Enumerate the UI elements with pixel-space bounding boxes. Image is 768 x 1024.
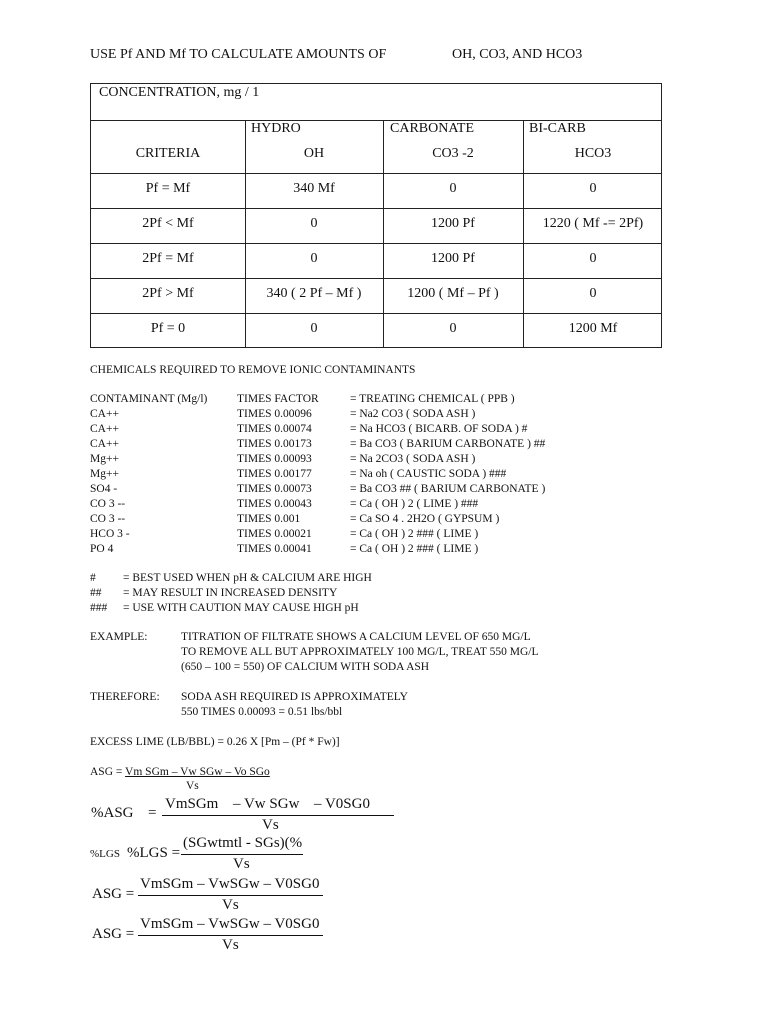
row-divider [91,208,661,209]
plgs-numerator: (SGwtmtl - SGs)(% [183,835,303,851]
chem-treatment: = Na oh ( CAUSTIC SODA ) ### [350,468,507,480]
chem-contaminant: CA++ [90,408,119,420]
table-cell: 2Pf > Mf [142,286,194,301]
chem-factor: TIMES 0.00043 [237,498,312,510]
chem-contaminant: SO4 - [90,483,118,495]
table-cell: 340 ( 2 Pf – Mf ) [266,286,362,301]
pasg-fraction-bar [162,815,394,816]
chem-contaminant: Mg++ [90,453,119,465]
chem-contaminant: HCO 3 - [90,528,130,540]
header-oh: OH [303,146,325,161]
pasg-lhs: %ASG [91,805,134,821]
table-cell: Pf = 0 [150,321,186,336]
plgs-denominator: Vs [233,856,250,872]
pasg-numerator-term: – V0SG0 [314,796,370,812]
plgs-small-label: %LGS [90,848,120,860]
asg3-denominator: Vs [222,937,239,953]
header-criteria: CRITERIA [135,146,201,161]
table-cell: 0 [310,321,318,336]
chem-factor: TIMES 0.001 [237,513,301,525]
table-cell: 2Pf < Mf [142,216,194,231]
chem-treatment: = Ca SO 4 . 2H2O ( GYPSUM ) [350,513,500,525]
table-cell: 0 [310,216,318,231]
table-cell: 0 [589,181,597,196]
chem-header-factor: TIMES FACTOR [237,393,319,405]
plgs-fraction-bar [181,854,303,855]
table-cell: 0 [449,321,457,336]
example-line: TO REMOVE ALL BUT APPROXIMATELY 100 MG/L, TREAT 550 MG/L [181,646,539,658]
header-hydro: HYDRO [251,121,301,136]
pasg-equals: = [148,805,157,821]
table-cell: Pf = Mf [145,181,191,196]
table-cell: 1200 Pf [431,216,475,231]
header-bicarb: BI-CARB [529,121,586,136]
header-co3: CO3 -2 [432,146,474,161]
chem-treatment: = Na2 CO3 ( SODA ASH ) [350,408,476,420]
pasg-numerator-term: – Vw SGw [233,796,300,812]
chem-factor: TIMES 0.00074 [237,423,312,435]
row-divider [91,173,661,174]
chem-factor: TIMES 0.00173 [237,438,312,450]
asg2-numerator: VmSGm – VwSGw – V0SG0 [140,876,320,892]
therefore-line: SODA ASH REQUIRED IS APPROXIMATELY [181,691,408,703]
chemicals-section-title: CHEMICALS REQUIRED TO REMOVE IONIC CONTAMINANTS [90,364,416,376]
pasg-numerator-term: VmSGm [165,796,219,812]
table-cell: 1200 Mf [568,321,618,336]
asg-numerator: Vm SGm – Vw SGw – Vo SGo [125,766,270,778]
asg2-denominator: Vs [222,897,239,913]
chem-treatment: = Ba CO3 ( BARIUM CARBONATE ) ## [350,438,546,450]
row-divider [91,278,661,279]
plgs-lhs: %LGS = [127,845,181,861]
row-divider [91,243,661,244]
table-title-row [91,84,661,121]
page-heading: USE Pf AND Mf TO CALCULATE AMOUNTS OF [90,47,387,62]
chem-factor: TIMES 0.00096 [237,408,312,420]
example-line: (650 – 100 = 550) OF CALCIUM WITH SODA ASH [181,661,430,673]
chem-treatment: = Ca ( OH ) 2 ### ( LIME ) [350,528,479,540]
chem-contaminant: Mg++ [90,468,119,480]
excess-lime-formula: EXCESS LIME (LB/BBL) = 0.26 X [Pm – (Pf * Fw)] [90,736,340,748]
asg3-fraction-bar [138,935,323,936]
pasg-denominator: Vs [262,817,279,833]
header-hco3: HCO3 [574,146,612,161]
note-text: = USE WITH CAUTION MAY CAUSE HIGH pH [123,602,359,614]
table-cell: 0 [589,251,597,266]
page-heading-ions: OH, CO3, AND HCO3 [452,47,583,62]
chem-factor: TIMES 0.00177 [237,468,312,480]
chem-factor: TIMES 0.00093 [237,453,312,465]
note-symbol: ## [90,587,102,599]
chem-contaminant: PO 4 [90,543,114,555]
table-cell: 0 [449,181,457,196]
example-label: EXAMPLE: [90,631,148,643]
therefore-label: THEREFORE: [90,691,160,703]
asg-denominator: Vs [186,780,199,792]
chem-treatment: = Na HCO3 ( BICARB. OF SODA ) # [350,423,528,435]
therefore-line: 550 TIMES 0.00093 = 0.51 lbs/bbl [181,706,343,718]
row-divider [91,313,661,314]
chem-treatment: = Ba CO3 ## ( BARIUM CARBONATE ) [350,483,546,495]
asg2-lhs: ASG = [92,886,135,902]
chem-treatment: = Ca ( OH ) 2 ### ( LIME ) [350,543,479,555]
chem-contaminant: CO 3 -- [90,513,126,525]
chem-contaminant: CA++ [90,438,119,450]
table-cell: 0 [589,286,597,301]
table-cell: 340 Mf [293,181,335,196]
chem-contaminant: CA++ [90,423,119,435]
header-carbonate: CARBONATE [390,121,475,136]
note-symbol: # [90,572,96,584]
example-line: TITRATION OF FILTRATE SHOWS A CALCIUM LEVEL OF 650 MG/L [181,631,531,643]
chem-factor: TIMES 0.00041 [237,543,312,555]
table-cell: 0 [310,251,318,266]
asg2-fraction-bar [138,895,323,896]
chem-factor: TIMES 0.00073 [237,483,312,495]
chem-header-contaminant: CONTAMINANT (Mg/l) [90,393,208,405]
asg-prefix: ASG = [90,766,126,778]
chem-factor: TIMES 0.00021 [237,528,312,540]
table-title: CONCENTRATION, mg / 1 [99,85,260,100]
asg3-numerator: VmSGm – VwSGw – V0SG0 [140,916,320,932]
table-cell: 1220 ( Mf -= 2Pf) [542,216,644,231]
table-cell: 1200 ( Mf – Pf ) [407,286,499,301]
concentration-table [90,83,662,348]
asg-formula-inline [90,765,270,780]
note-symbol: ### [90,602,108,614]
note-text: = BEST USED WHEN pH & CALCIUM ARE HIGH [123,572,372,584]
table-cell: 1200 Pf [431,251,475,266]
asg3-lhs: ASG = [92,926,135,942]
chem-header-chemical: = TREATING CHEMICAL ( PPB ) [350,393,515,405]
table-cell: 2Pf = Mf [142,251,194,266]
chem-treatment: = Na 2CO3 ( SODA ASH ) [350,453,476,465]
chem-treatment: = Ca ( OH ) 2 ( LIME ) ### [350,498,479,510]
chem-contaminant: CO 3 -- [90,498,126,510]
note-text: = MAY RESULT IN INCREASED DENSITY [123,587,338,599]
